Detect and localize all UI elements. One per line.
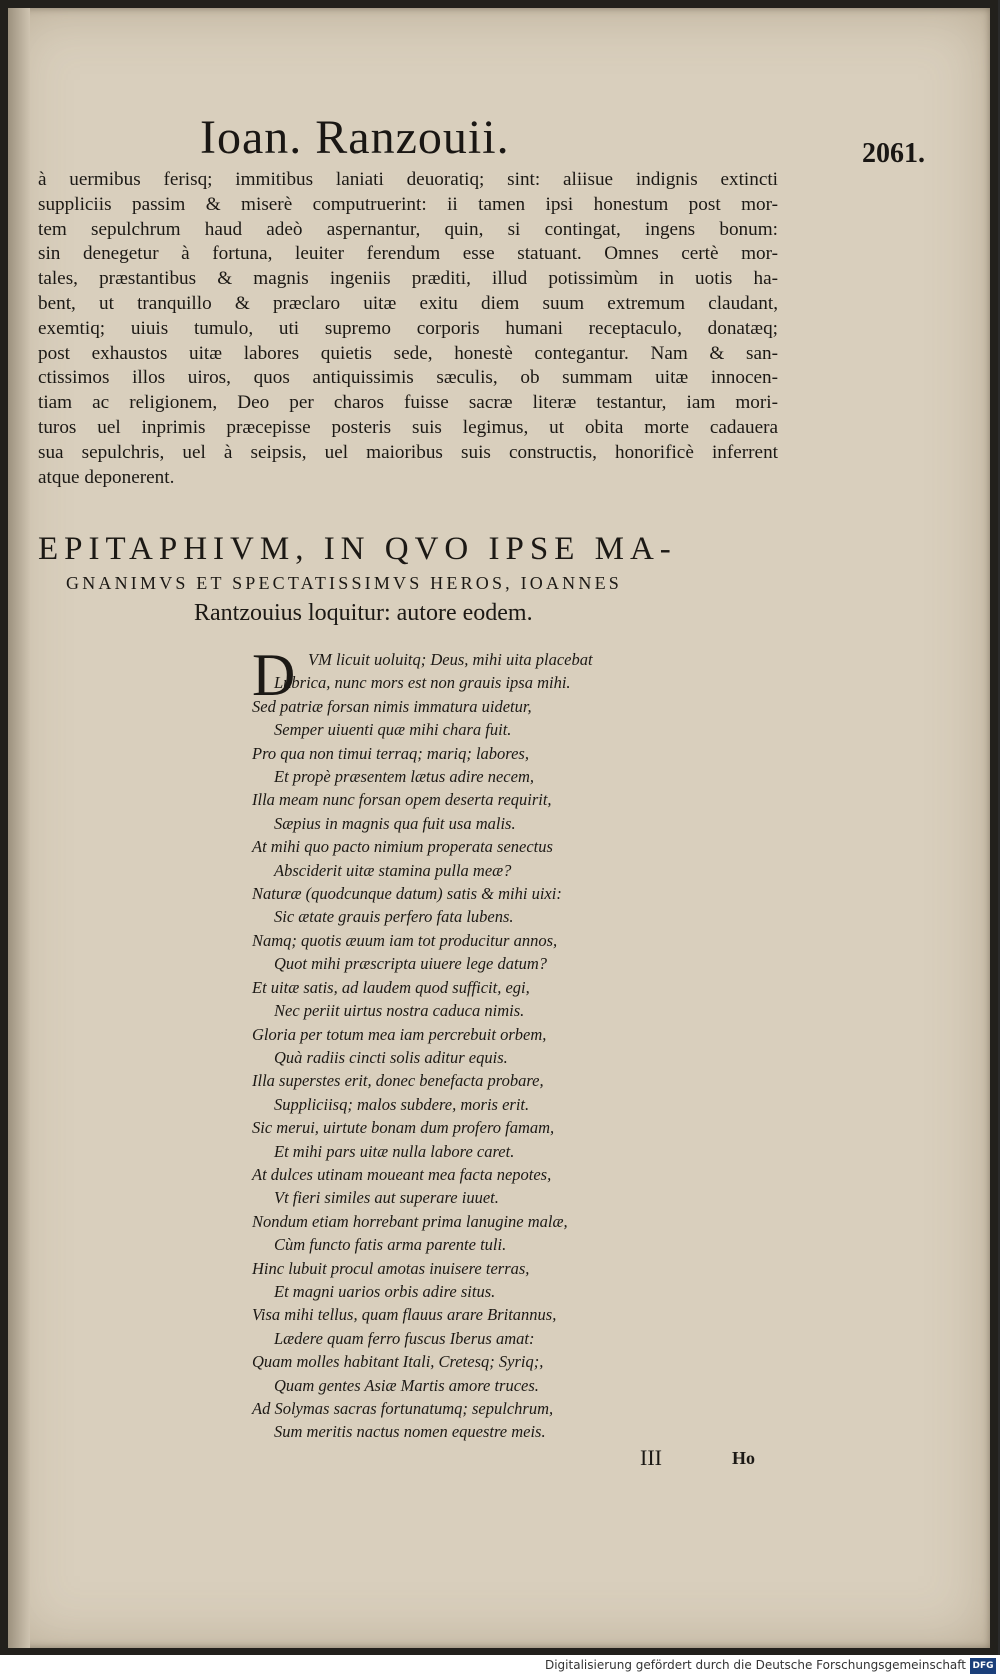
poem-line: Visa mihi tellus, quam flauus arare Britannus,	[252, 1305, 557, 1325]
poem-line: Sic ætate grauis perfero fata lubens.	[274, 907, 514, 927]
poem-line: Et propè præsentem lætus adire necem,	[274, 767, 534, 787]
page-number: 2061.	[862, 138, 925, 169]
epitaph-poem	[252, 642, 672, 1444]
epitaph-heading-line-2: GNANIMVS ET SPECTATISSIMVS HEROS, IOANNES	[66, 573, 622, 593]
poem-line: Lædere quam ferro fuscus Iberus amat:	[274, 1328, 535, 1348]
poem-line: Quam gentes Asiæ Martis amore truces.	[274, 1375, 539, 1395]
prose-paragraph	[38, 168, 778, 490]
poem-line: Sæpius in magnis qua fuit usa malis.	[274, 813, 516, 833]
poem-line: At mihi quo pacto nimium properata senectus	[252, 837, 553, 857]
poem-line: Cùm functo fatis arma parente tuli.	[274, 1235, 507, 1255]
poem-line: At dulces utinam moueant mea facta nepotes,	[252, 1164, 552, 1184]
poem-line: Quam molles habitant Itali, Cretesq; Syriq;,	[252, 1352, 544, 1372]
poem-line: Quà radiis cincti solis aditur equis.	[274, 1047, 508, 1067]
prose-line: tem sepulchrum haud adeò aspernantur, quin, si contingat, ingens bonum:	[38, 218, 778, 240]
epitaph-heading-line-1: EPITAPHIVM, IN QVO IPSE MA-	[38, 531, 677, 567]
running-head-title: Ioan. Ranzouii.	[200, 111, 510, 164]
prose-line: sin denegetur à fortuna, leuiter ferendum esse statuant. Omnes certè mor-	[38, 243, 778, 265]
prose-line: tiam ac religionem, Deo per charos fuisse sacræ literæ testantur, iam mori-	[38, 392, 778, 414]
prose-line: sua sepulchris, uel à seipsis, uel maioribus suis constructis, honorificè inferrent	[38, 441, 778, 463]
poem-line: Et uitæ satis, ad laudem quod sufficit, egi,	[252, 977, 530, 997]
prose-line: exemtiq; uiuis tumulo, uti supremo corporis humani receptaculo, donatæq;	[38, 317, 778, 339]
prose-line: ctissimos illos uiros, quos antiquissimis sæculis, ob summam uitæ innocen-	[38, 367, 778, 389]
poem-line: Nondum etiam horrebant prima lanugine malæ,	[252, 1211, 568, 1231]
poem-line: Hinc lubuit procul amotas inuisere terras,	[252, 1258, 530, 1278]
poem-line: Gloria per totum mea iam percrebuit orbem,	[252, 1024, 547, 1044]
poem-line: Et mihi pars uitæ nulla labore caret.	[274, 1141, 515, 1161]
poem-line: Ad Solymas sacras fortunatumq; sepulchrum,	[252, 1399, 554, 1418]
poem-line: Nec periit uirtus nostra caduca nimis.	[274, 1001, 525, 1021]
page-gutter	[8, 8, 30, 1648]
prose-line: suppliciis passim & miserè computruerint: ii tamen ipsi honestum post mor-	[38, 193, 778, 215]
running-head	[0, 100, 1000, 170]
poem-line: Semper uiuenti quæ mihi chara fuit.	[274, 720, 512, 740]
poem-line: Lubrica, nunc mors est non grauis ipsa mihi.	[274, 673, 571, 693]
poem-line: Vt fieri similes aut superare iuuet.	[274, 1188, 499, 1208]
prose-line: à uermibus ferisq; immitibus laniati deuoratiq; sint: aliisue indignis extincti	[38, 169, 778, 190]
poem-line: Sic merui, uirtute bonam dum profero famam,	[252, 1118, 555, 1138]
prose-line: tales, præstantibus & magnis ingeniis præditi, illud potissimùm in uotis ha-	[38, 268, 778, 290]
dfg-logo: DFG	[970, 1658, 996, 1674]
poem-line: Et magni uarios orbis adire situs.	[274, 1281, 496, 1301]
catchword: Ho	[732, 1448, 756, 1468]
poem-line: Illa meam nunc forsan opem deserta requirit,	[252, 790, 552, 810]
prose-line: bent, ut tranquillo & præclaro uitæ exitu diem suum extremum claudant,	[38, 292, 778, 314]
poem-line: VM licuit uoluitq; Deus, mihi uita placebat	[308, 650, 593, 669]
drop-cap: D	[252, 642, 296, 708]
poem-line: Sed patriæ forsan nimis immatura uidetur,	[252, 696, 532, 716]
prose-line: turos uel inprimis præcepisse posteris suis legimus, ut obita morte cadauera	[38, 416, 778, 438]
epitaph-heading	[38, 528, 778, 630]
poem-line: Illa superstes erit, donec benefacta probare,	[252, 1071, 544, 1091]
prose-line: atque deponerent.	[38, 466, 175, 488]
poem-line: Namq; quotis æuum iam tot producitur annos,	[252, 930, 558, 950]
signature-mark: III	[640, 1445, 662, 1470]
poem-line: Quot mihi præscripta uiuere lege datum?	[274, 954, 547, 974]
funding-notice: Digitalisierung gefördert durch die Deutsche Forschungsgemeinschaft	[544, 1658, 966, 1672]
poem-line: Suppliciisq; malos subdere, moris erit.	[274, 1094, 530, 1114]
poem-line: Pro qua non timui terraq; mariq; labores,	[252, 743, 529, 763]
prose-line: post exhaustos uitæ labores quietis sede, honestè contegantur. Nam & san-	[38, 342, 778, 364]
digitization-footer	[0, 1655, 1000, 1678]
poem-line: Absciderit uitæ stamina pulla meæ?	[274, 860, 512, 880]
poem-line: Naturæ (quodcunque datum) satis & mihi uixi:	[252, 884, 562, 904]
epitaph-heading-line-3: Rantzouius loquitur: autore eodem.	[194, 600, 533, 626]
poem-line: Sum meritis nactus nomen equestre meis.	[274, 1422, 546, 1442]
